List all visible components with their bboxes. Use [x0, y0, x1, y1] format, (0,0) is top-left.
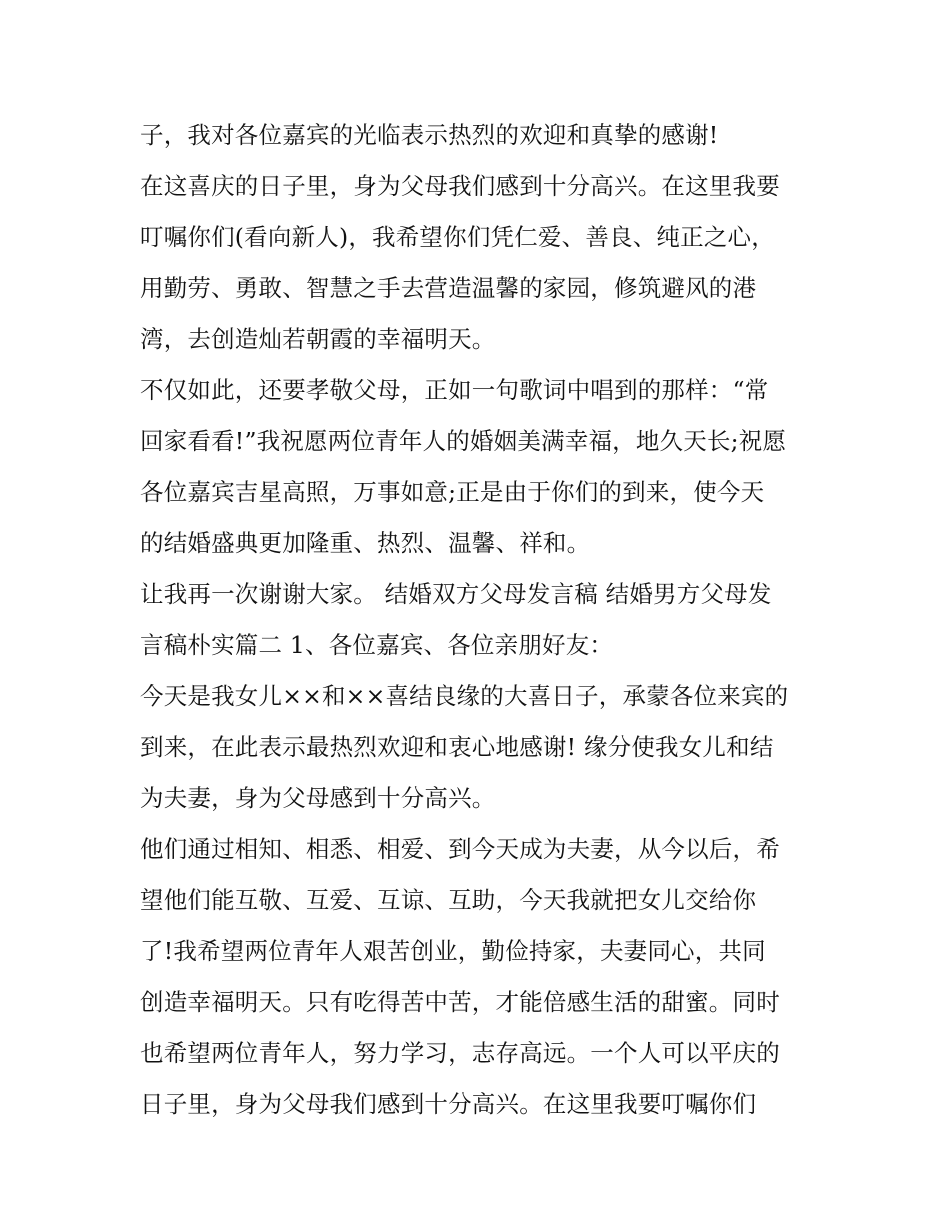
text-line: 到来，在此表示最热烈欢迎和衷心地感谢! 缘分使我女儿和结 — [140, 733, 774, 761]
text-line: 望他们能互敬、互爱、互谅、互助，今天我就把女儿交给你 — [140, 886, 757, 914]
text-line: 湾，去创造灿若朝霞的幸福明天。 — [140, 325, 496, 353]
document-body — [140, 110, 820, 1130]
text-line: 让我再一次谢谢大家。 结婚双方父母发言稿 结婚男方父母发 — [140, 580, 772, 608]
text-line: 创造幸福明天。只有吃得苦中苦，才能倍感生活的甜蜜。同时 — [140, 988, 780, 1016]
text-line: 为夫妻，身为父母感到十分高兴。 — [140, 784, 496, 812]
text-line: 今天是我女儿××和××喜结良缘的大喜日子，承蒙各位来宾的 — [140, 682, 789, 710]
text-line: 言稿朴实篇二 1、各位嘉宾、各位亲朋好友： — [140, 631, 614, 659]
text-line: 他们通过相知、相悉、相爱、到今天成为夫妻，从今以后，希 — [140, 835, 780, 863]
text-line: 了!我希望两位青年人艰苦创业，勤俭持家，夫妻同心，共同 — [140, 937, 766, 965]
text-line: 不仅如此，还要孝敬父母，正如一句歌词中唱到的那样：“常 — [140, 376, 769, 404]
text-line: 在这喜庆的日子里，身为父母我们感到十分高兴。在这里我要 — [140, 172, 780, 200]
text-line: 子，我对各位嘉宾的光临表示热烈的欢迎和真挚的感谢! — [140, 121, 719, 149]
text-line: 的结婚盛典更加隆重、热烈、温馨、祥和。 — [140, 529, 591, 557]
text-line: 日子里，身为父母我们感到十分高兴。在这里我要叮嘱你们 — [140, 1090, 757, 1118]
text-line: 叮嘱你们(看向新人)，我希望你们凭仁爱、善良、纯正之心， — [140, 223, 775, 251]
text-line: 回家看看!”我祝愿两位青年人的婚姻美满幸福，地久天长;祝愿 — [140, 427, 787, 455]
text-line: 用勤劳、勇敢、智慧之手去营造温馨的家园，修筑避风的港 — [140, 274, 757, 302]
text-line: 也希望两位青年人，努力学习，志存高远。一个人可以平庆的 — [140, 1039, 780, 1067]
text-line: 各位嘉宾吉星高照，万事如意;正是由于你们的到来，使今天 — [140, 478, 765, 506]
